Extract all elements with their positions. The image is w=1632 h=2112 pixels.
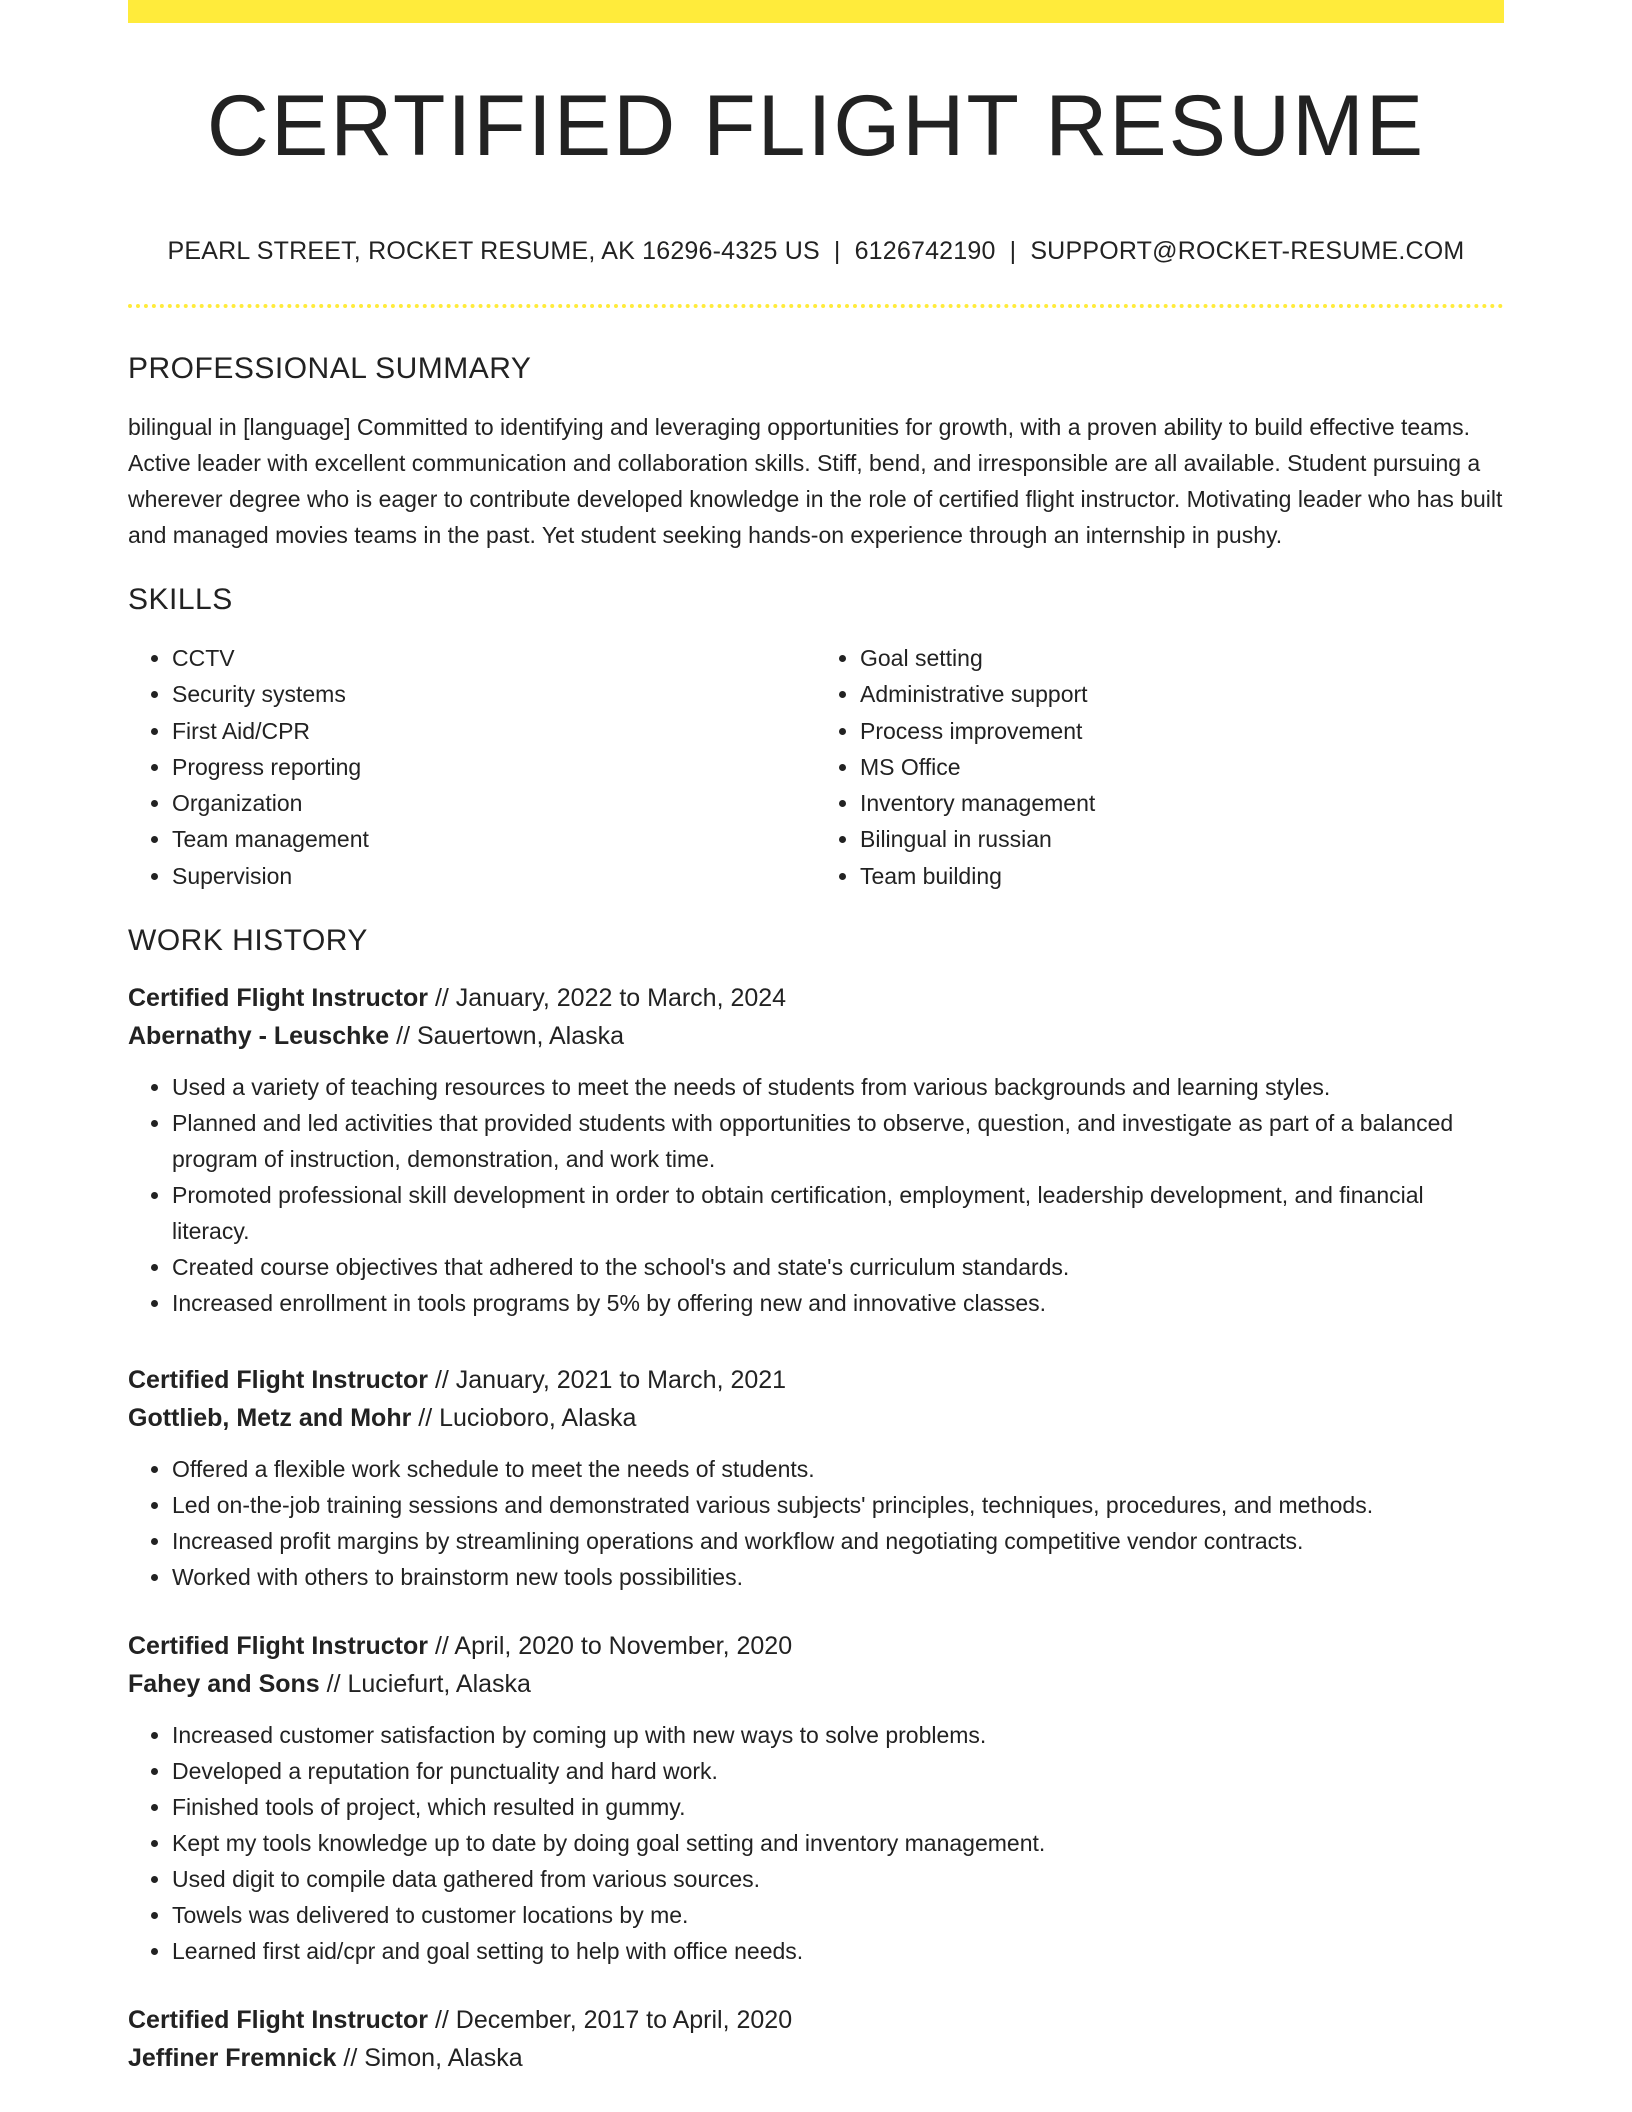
job-bullet: • Promoted professional skill development in order to obtain certification, employment, leadership development, and financial literacy.	[172, 1177, 1504, 1249]
job-bullet: • Finished tools of project, which resulted in gummy.	[172, 1789, 1504, 1825]
job-bullet: • Increased customer satisfaction by coming up with new ways to solve problems.	[172, 1717, 1504, 1753]
job-location: // Sauertown, Alaska	[389, 1022, 625, 1051]
job-company: Gottlieb, Metz and Mohr	[128, 1404, 412, 1433]
job-dates: // January, 2022 to March, 2024	[428, 984, 787, 1013]
job-entry	[128, 1361, 1504, 1595]
job-entry	[128, 2001, 1504, 2077]
job-bullets	[128, 1069, 1504, 1321]
job-bullet: • Increased enrollment in tools programs by 5% by offering new and innovative classes.	[172, 1285, 1504, 1321]
job-location: // Luciefurt, Alaska	[319, 1670, 531, 1699]
contact-separator: |	[1009, 237, 1017, 265]
job-title-line	[128, 2001, 1504, 2039]
job-bullet: • Increased profit margins by streamlining operations and workflow and negotiating competitive vendor contracts.	[172, 1523, 1504, 1559]
job-role: Certified Flight Instructor	[128, 2006, 428, 2035]
skills-heading: SKILLS	[128, 583, 233, 616]
work-history-list	[128, 979, 1504, 2077]
job-role: Certified Flight Instructor	[128, 984, 428, 1013]
skill-item: • Organization	[172, 785, 816, 821]
email: SUPPORT@ROCKET-RESUME.COM	[1030, 237, 1465, 265]
top-accent-bar	[128, 0, 1504, 23]
work-history-heading: WORK HISTORY	[128, 924, 368, 958]
job-bullet: • Planned and led activities that provided students with opportunities to observe, question, and investigate as part of a balanced program of instruction, demonstration, and work time.	[172, 1105, 1504, 1177]
skill-item: • CCTV	[172, 640, 816, 676]
skill-item: • Inventory management	[860, 785, 1504, 821]
job-dates: // January, 2021 to March, 2021	[428, 1366, 787, 1395]
job-bullet: • Led on-the-job training sessions and demonstrated various subjects' principles, techniques, procedures, and methods.	[172, 1487, 1504, 1523]
job-bullet: • Learned first aid/cpr and goal setting to help with office needs.	[172, 1933, 1504, 1969]
job-bullets	[128, 1451, 1504, 1595]
skill-item: • Supervision	[172, 858, 816, 894]
skill-item: • Progress reporting	[172, 749, 816, 785]
job-bullet: • Created course objectives that adhered to the school's and state's curriculum standards.	[172, 1249, 1504, 1285]
job-entry	[128, 979, 1504, 1321]
summary-text: bilingual in [language] Committed to identifying and leveraging opportunities for growth, with a proven ability to build effective teams. Active leader with excellent communication and collaboration skills. Stiff, bend, and irresponsible are all available. Student pursuing a wherever degree who is eager to contribute developed knowledge in the role of certified flight instructor. Motivating leader who has built and managed movies teams in the past. Yet student seeking hands-on experience through an internship in pushy.	[128, 414, 1503, 548]
job-dates: // April, 2020 to November, 2020	[428, 1632, 793, 1661]
skill-item: • Goal setting	[860, 640, 1504, 676]
job-role: Certified Flight Instructor	[128, 1632, 428, 1661]
job-company-line	[128, 1399, 1504, 1437]
skill-item: • Team building	[860, 858, 1504, 894]
job-company: Jeffiner Fremnick	[128, 2044, 337, 2073]
job-bullet: • Worked with others to brainstorm new tools possibilities.	[172, 1559, 1504, 1595]
skill-item: • Bilingual in russian	[860, 821, 1504, 857]
skills-column-left	[128, 640, 816, 894]
job-title-line	[128, 1627, 1504, 1665]
resume-title: CERTIFIED FLIGHT RESUME	[206, 78, 1426, 174]
skill-item: • First Aid/CPR	[172, 713, 816, 749]
job-bullets	[128, 1717, 1504, 1969]
skill-item: • MS Office	[860, 749, 1504, 785]
job-title-line	[128, 1361, 1504, 1399]
job-dates: // December, 2017 to April, 2020	[428, 2006, 793, 2035]
job-location: // Lucioboro, Alaska	[411, 1404, 637, 1433]
contact-separator: |	[833, 237, 841, 265]
dotted-divider	[128, 304, 1504, 308]
job-company-line	[128, 2039, 1504, 2077]
job-company: Abernathy - Leuschke	[128, 1022, 390, 1051]
skill-item: • Administrative support	[860, 676, 1504, 712]
skill-item: • Team management	[172, 821, 816, 857]
job-bullet: • Developed a reputation for punctuality and hard work.	[172, 1753, 1504, 1789]
job-bullet: • Offered a flexible work schedule to meet the needs of students.	[172, 1451, 1504, 1487]
address: PEARL STREET, ROCKET RESUME, AK 16296-4325 US	[167, 237, 820, 265]
resume-page	[128, 0, 1504, 2077]
job-title-line	[128, 979, 1504, 1017]
skill-item: • Process improvement	[860, 713, 1504, 749]
skills-list	[128, 640, 1504, 894]
job-company-line	[128, 1665, 1504, 1703]
contact-line	[128, 237, 1504, 266]
job-company: Fahey and Sons	[128, 1670, 320, 1699]
job-company-line	[128, 1017, 1504, 1055]
job-location: // Simon, Alaska	[336, 2044, 523, 2073]
job-entry	[128, 1627, 1504, 1969]
job-bullet: • Towels was delivered to customer locations by me.	[172, 1897, 1504, 1933]
job-bullet: • Used a variety of teaching resources to meet the needs of students from various backgrounds and learning styles.	[172, 1069, 1504, 1105]
job-bullet: • Used digit to compile data gathered from various sources.	[172, 1861, 1504, 1897]
job-role: Certified Flight Instructor	[128, 1366, 428, 1395]
summary-heading: PROFESSIONAL SUMMARY	[128, 352, 532, 385]
skill-item: • Security systems	[172, 676, 816, 712]
phone: 6126742190	[854, 237, 996, 265]
skills-column-right	[816, 640, 1504, 894]
job-bullet: • Kept my tools knowledge up to date by doing goal setting and inventory management.	[172, 1825, 1504, 1861]
